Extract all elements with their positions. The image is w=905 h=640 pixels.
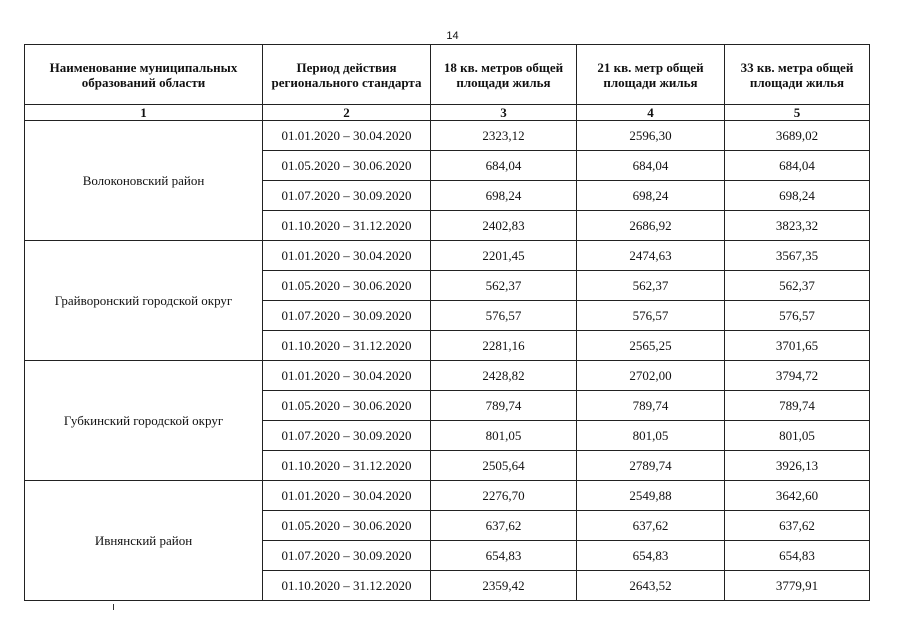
- value-33-cell: 3823,32: [725, 211, 870, 241]
- table-header-row: [25, 45, 870, 105]
- period-cell: 01.01.2020 – 30.04.2020: [263, 121, 431, 151]
- period-cell: 01.05.2020 – 30.06.2020: [263, 511, 431, 541]
- period-cell: 01.05.2020 – 30.06.2020: [263, 391, 431, 421]
- value-33-cell: 3567,35: [725, 241, 870, 271]
- period-cell: 01.05.2020 – 30.06.2020: [263, 271, 431, 301]
- period-cell: 01.07.2020 – 30.09.2020: [263, 541, 431, 571]
- value-33-cell: 562,37: [725, 271, 870, 301]
- period-cell: 01.10.2020 – 31.12.2020: [263, 331, 431, 361]
- value-21-cell: 2565,25: [577, 331, 725, 361]
- header-18-sqm: 18 кв. метров общей площади жилья: [431, 45, 577, 105]
- value-18-cell: 684,04: [431, 151, 577, 181]
- scan-speck: [113, 604, 114, 610]
- period-cell: 01.01.2020 – 30.04.2020: [263, 361, 431, 391]
- column-number: 4: [577, 105, 725, 121]
- value-33-cell: 3642,60: [725, 481, 870, 511]
- period-cell: 01.05.2020 – 30.06.2020: [263, 151, 431, 181]
- header-period: Период действия регионального стандарта: [263, 45, 431, 105]
- value-33-cell: 576,57: [725, 301, 870, 331]
- region-name: Губкинский городской округ: [25, 361, 263, 481]
- value-33-cell: 684,04: [725, 151, 870, 181]
- header-21-sqm: 21 кв. метр общей площади жилья: [577, 45, 725, 105]
- value-18-cell: 2323,12: [431, 121, 577, 151]
- value-18-cell: 2505,64: [431, 451, 577, 481]
- value-33-cell: 3701,65: [725, 331, 870, 361]
- value-21-cell: 2474,63: [577, 241, 725, 271]
- value-18-cell: 654,83: [431, 541, 577, 571]
- value-21-cell: 684,04: [577, 151, 725, 181]
- value-33-cell: 3689,02: [725, 121, 870, 151]
- period-cell: 01.10.2020 – 31.12.2020: [263, 211, 431, 241]
- region-name: Волоконовский район: [25, 121, 263, 241]
- value-18-cell: 2428,82: [431, 361, 577, 391]
- value-18-cell: 801,05: [431, 421, 577, 451]
- period-cell: 01.07.2020 – 30.09.2020: [263, 181, 431, 211]
- value-18-cell: 2402,83: [431, 211, 577, 241]
- period-cell: 01.01.2020 – 30.04.2020: [263, 241, 431, 271]
- value-21-cell: 698,24: [577, 181, 725, 211]
- header-municipality: Наименование муниципальных образований области: [25, 45, 263, 105]
- value-33-cell: 654,83: [725, 541, 870, 571]
- value-21-cell: 2686,92: [577, 211, 725, 241]
- value-21-cell: 2643,52: [577, 571, 725, 601]
- value-18-cell: 637,62: [431, 511, 577, 541]
- header-33-sqm: 33 кв. метра общей площади жилья: [725, 45, 870, 105]
- value-21-cell: 2596,30: [577, 121, 725, 151]
- value-33-cell: 801,05: [725, 421, 870, 451]
- region-name: Грайворонский городской округ: [25, 241, 263, 361]
- value-18-cell: 2359,42: [431, 571, 577, 601]
- page-number: 14: [446, 30, 459, 42]
- value-18-cell: 576,57: [431, 301, 577, 331]
- value-18-cell: 2276,70: [431, 481, 577, 511]
- value-18-cell: 562,37: [431, 271, 577, 301]
- value-33-cell: 3779,91: [725, 571, 870, 601]
- table-row: [25, 121, 870, 151]
- value-21-cell: 562,37: [577, 271, 725, 301]
- period-cell: 01.07.2020 – 30.09.2020: [263, 421, 431, 451]
- period-cell: 01.01.2020 – 30.04.2020: [263, 481, 431, 511]
- region-name: Ивнянский район: [25, 481, 263, 601]
- period-cell: 01.07.2020 – 30.09.2020: [263, 301, 431, 331]
- value-33-cell: 698,24: [725, 181, 870, 211]
- value-18-cell: 2281,16: [431, 331, 577, 361]
- column-number: 2: [263, 105, 431, 121]
- value-33-cell: 637,62: [725, 511, 870, 541]
- value-21-cell: 637,62: [577, 511, 725, 541]
- column-number: 1: [25, 105, 263, 121]
- value-18-cell: 698,24: [431, 181, 577, 211]
- period-cell: 01.10.2020 – 31.12.2020: [263, 451, 431, 481]
- value-21-cell: 2549,88: [577, 481, 725, 511]
- value-18-cell: 789,74: [431, 391, 577, 421]
- column-number-row: [25, 105, 870, 121]
- value-21-cell: 654,83: [577, 541, 725, 571]
- value-21-cell: 801,05: [577, 421, 725, 451]
- column-number: 5: [725, 105, 870, 121]
- period-cell: 01.10.2020 – 31.12.2020: [263, 571, 431, 601]
- column-number: 3: [431, 105, 577, 121]
- housing-standard-table: [24, 44, 870, 601]
- value-21-cell: 2789,74: [577, 451, 725, 481]
- table-row: [25, 361, 870, 391]
- table-row: [25, 241, 870, 271]
- value-33-cell: 3794,72: [725, 361, 870, 391]
- value-18-cell: 2201,45: [431, 241, 577, 271]
- table-row: [25, 481, 870, 511]
- value-21-cell: 789,74: [577, 391, 725, 421]
- value-33-cell: 789,74: [725, 391, 870, 421]
- value-21-cell: 2702,00: [577, 361, 725, 391]
- value-33-cell: 3926,13: [725, 451, 870, 481]
- value-21-cell: 576,57: [577, 301, 725, 331]
